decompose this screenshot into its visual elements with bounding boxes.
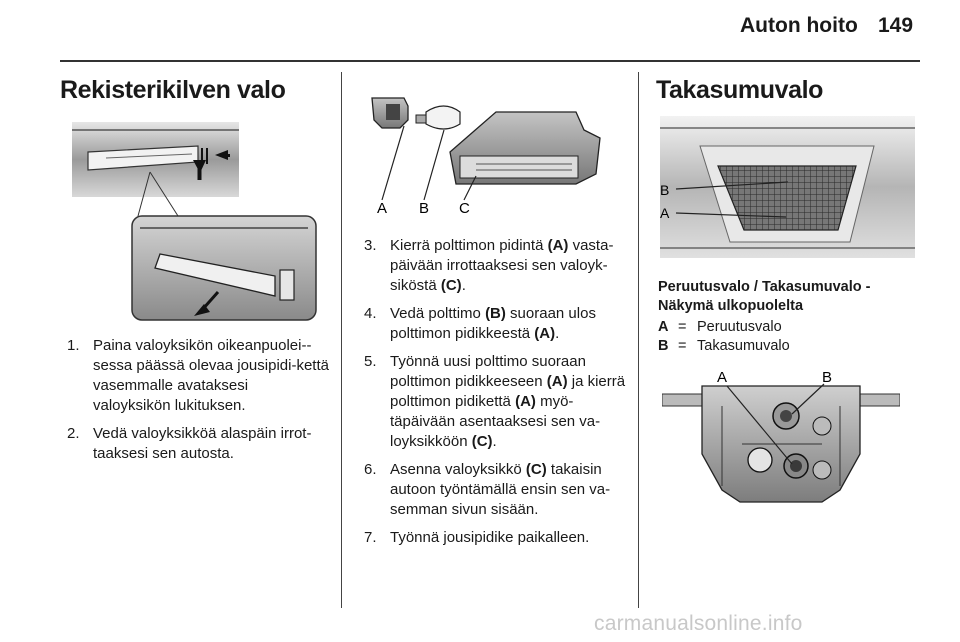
label-c: C: [459, 200, 470, 217]
step-text-part: vasta-päivään irrottaaksesi sen valoyk-siköstä: [390, 237, 614, 294]
label-a: A: [660, 205, 670, 221]
legend-key: A: [658, 319, 669, 335]
bulb-replacement-figure: [364, 82, 620, 217]
figure-legend: [658, 318, 790, 356]
bulb-drawing: [426, 106, 460, 129]
step-number: 3.: [364, 237, 377, 254]
legend-row-a: [658, 318, 790, 337]
step-text-part: suoraan ulos polttimon pidikkeestä: [390, 305, 596, 342]
step-text-part: Kierrä polttimon pidintä: [390, 237, 548, 254]
step-text-part: Asenna valoyksikkö: [390, 461, 526, 478]
step-text: [390, 529, 589, 546]
column-divider-right: [638, 72, 639, 608]
step-text: [390, 461, 610, 518]
mount-bracket-left: [662, 394, 702, 406]
label-a: A: [717, 369, 728, 386]
rear-fog-light-figure: [660, 116, 915, 258]
legend-equals: =: [678, 319, 687, 335]
step-number: 1.: [67, 337, 80, 354]
step-text: [390, 353, 625, 450]
label-a: A: [377, 200, 388, 217]
reference-letter: (C): [525, 461, 547, 478]
steps-list-left: [67, 336, 329, 472]
step-text-part: Työnnä uusi polttimo suoraan polttimon pidikkeeseen: [390, 353, 586, 390]
step-text: Paina valoyksikön oikeanpuolei-sessa päässä olevaa jousipidi-kettä vasemmalle avataksesi valoyksikön lukituksen.: [93, 337, 329, 414]
column-divider-left: [341, 72, 342, 608]
figure-caption: Peruutusvalo / Takasumuvalo - Näkymä ulkopuolelta: [658, 279, 871, 314]
step-text-part: ja kierrä polttimon pidikettä: [390, 373, 626, 410]
reference-letter: (C): [471, 433, 493, 450]
legend-value: Takasumuvalo: [697, 338, 790, 354]
step-text-part: takaisin autoon työntämällä ensin sen va-semman sivun sisään.: [390, 461, 611, 518]
reference-letter: (A): [547, 237, 569, 254]
section-title-rear-fog-light: Takasumuvalo: [656, 76, 824, 104]
header-rule: [60, 60, 920, 62]
spring-clip: [280, 270, 294, 300]
reference-letter: (A): [515, 393, 536, 410]
reference-letter: (C): [440, 277, 462, 294]
label-b: B: [419, 200, 430, 217]
legend-key: B: [658, 338, 669, 354]
leader-line-a: [382, 126, 404, 200]
watermark-text: carmanualsonline.info: [594, 612, 803, 635]
page-number: 149: [878, 14, 914, 37]
step-item: [364, 236, 628, 296]
step-number: 7.: [364, 529, 377, 546]
step-item: [364, 460, 628, 520]
lamp-housing-figure: [662, 366, 900, 510]
step-text-part: .: [461, 277, 466, 294]
step-item: [364, 304, 628, 344]
header-title: Auton hoito: [740, 14, 858, 37]
step-text-part: Vedä polttimo: [390, 305, 486, 322]
step-item: [67, 336, 329, 416]
step-item: [67, 424, 329, 464]
step-text: [390, 305, 596, 342]
steps-list-middle: [364, 236, 628, 556]
reference-letter: (B): [485, 305, 506, 322]
step-text-part: .: [555, 325, 560, 342]
step-number: 2.: [67, 425, 80, 442]
legend-equals: =: [678, 338, 687, 354]
section-title-license-plate-light: Rekisterikilven valo: [60, 76, 286, 104]
step-item: [364, 352, 628, 452]
step-text-part: myö-täpäivään asentaaksesi sen va-loyksikköön: [390, 393, 601, 450]
step-text-part: .: [492, 433, 497, 450]
license-plate-light-figure: [70, 120, 320, 322]
step-text: [390, 237, 613, 294]
mount-bracket-right: [860, 394, 900, 406]
step-number: 5.: [364, 353, 377, 370]
label-b: B: [660, 182, 670, 198]
step-item: [364, 528, 628, 548]
step-text: Vedä valoyksikköä alaspäin irrot-taaksesi sen autosta.: [93, 425, 312, 462]
step-number: 6.: [364, 461, 377, 478]
label-b: B: [822, 369, 833, 386]
legend-row-b: [658, 337, 790, 356]
reference-letter: (A): [546, 373, 568, 390]
leader-line-b: [424, 130, 444, 200]
step-number: 4.: [364, 305, 377, 322]
step-text-part: Työnnä jousipidike paikalleen.: [390, 529, 590, 546]
reference-letter: (A): [534, 325, 556, 342]
legend-value: Peruutusvalo: [697, 319, 782, 335]
